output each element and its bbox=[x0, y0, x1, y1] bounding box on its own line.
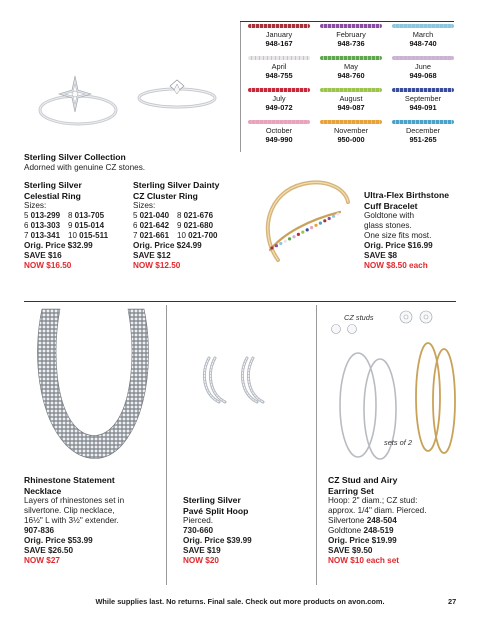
birthstone-sku: 949-091 bbox=[409, 103, 437, 112]
birthstone-item bbox=[318, 24, 384, 48]
cuff-stone bbox=[270, 246, 273, 249]
size-number: 6 bbox=[24, 221, 31, 230]
earring-set-silvertone bbox=[328, 516, 468, 526]
birthstone-month: March bbox=[412, 30, 434, 39]
size-sku-code: 021-700 bbox=[188, 231, 218, 240]
split-hoop-info bbox=[183, 495, 313, 566]
size-number: 5 bbox=[24, 211, 31, 220]
celestial-ring-name-1: Sterling Silver bbox=[24, 180, 82, 190]
size-sku bbox=[24, 211, 68, 221]
split-hoop-name-1: Sterling Silver bbox=[183, 495, 241, 505]
cluster-ring-now-price: NOW $12.50 bbox=[133, 261, 181, 270]
birthstone-month: December bbox=[405, 126, 441, 135]
cuff-stone bbox=[314, 224, 317, 227]
size-number: 7 bbox=[133, 231, 140, 240]
birthstone-sku: 948-760 bbox=[337, 71, 365, 80]
birthstone-strip bbox=[392, 88, 454, 92]
cuff-stone bbox=[275, 244, 278, 247]
cluster-ring-orig-price: Orig. Price $24.99 bbox=[133, 241, 202, 250]
birthstone-item bbox=[390, 120, 456, 144]
birthstone-strip bbox=[392, 56, 454, 60]
cuff-save: SAVE $8 bbox=[364, 251, 398, 260]
birthstone-sku: 949-990 bbox=[265, 135, 293, 144]
earring-set-now-price: NOW $10 each set bbox=[328, 556, 399, 565]
birthstone-strip bbox=[320, 24, 382, 28]
birthstone-sku: 948-736 bbox=[337, 39, 365, 48]
birthstone-sku: 949-072 bbox=[265, 103, 293, 112]
size-sku-code: 021-661 bbox=[139, 231, 170, 240]
birthstone-sku: 949-087 bbox=[337, 103, 365, 112]
necklace-save: SAVE $26.50 bbox=[24, 546, 74, 555]
earring-set-info bbox=[328, 475, 468, 566]
cluster-ring-name-1: Sterling Silver Dainty bbox=[133, 180, 220, 190]
goldtone-label: Goldtone bbox=[328, 526, 362, 535]
birthstone-sku: 948-740 bbox=[409, 39, 437, 48]
birthstone-month: January bbox=[265, 30, 293, 39]
size-sku-code: 013-705 bbox=[74, 211, 105, 220]
split-hoop-image bbox=[195, 352, 285, 412]
silvertone-sku: 248-504 bbox=[366, 516, 397, 525]
cuff-desc-2: glass stones. bbox=[364, 221, 412, 230]
size-number: 7 bbox=[24, 231, 31, 240]
necklace-desc-1: Layers of rhinestones set in bbox=[24, 496, 125, 505]
cz-studs-label: CZ studs bbox=[344, 313, 374, 322]
size-sku bbox=[133, 211, 177, 221]
collection-title: Sterling Silver Collection bbox=[24, 152, 126, 162]
earring-set-desc-1: Hoop: 2" diam.; CZ stud: bbox=[328, 496, 418, 505]
size-sku bbox=[177, 231, 223, 241]
goldtone-sku: 248-519 bbox=[363, 526, 394, 535]
birthstone-month: July bbox=[272, 94, 286, 103]
earring-set-desc-2: approx. 1/4" diam. Pierced. bbox=[328, 506, 427, 515]
birthstone-month: November bbox=[333, 126, 369, 135]
size-sku-code: 021-680 bbox=[183, 221, 214, 230]
birthstone-item bbox=[318, 88, 384, 112]
cuff-stone bbox=[292, 235, 295, 238]
birthstone-strip bbox=[320, 88, 382, 92]
birthstone-item bbox=[390, 24, 456, 48]
necklace-sku: 907-836 bbox=[24, 526, 55, 535]
cuff-stone bbox=[306, 228, 309, 231]
cuff-stone bbox=[323, 219, 326, 222]
size-sku bbox=[68, 231, 114, 241]
birthstone-sku: 950-000 bbox=[337, 135, 365, 144]
split-hoop-now-price: NOW $20 bbox=[183, 556, 219, 565]
cuff-stone bbox=[297, 233, 300, 236]
cuff-name-2: Cuff Bracelet bbox=[364, 200, 418, 211]
birthstone-sku: 948-167 bbox=[265, 39, 293, 48]
birthstone-month: April bbox=[271, 62, 287, 71]
size-sku bbox=[24, 231, 68, 241]
cuff-orig-price: Orig. Price $16.99 bbox=[364, 241, 433, 250]
top-rule bbox=[240, 21, 454, 22]
celestial-ring-image bbox=[28, 64, 128, 134]
size-number: 6 bbox=[133, 221, 140, 230]
celestial-ring-size-grid bbox=[24, 211, 129, 241]
mid-vertical-rule-1 bbox=[166, 305, 167, 585]
size-sku-code: 013-303 bbox=[30, 221, 61, 230]
birthstone-item bbox=[246, 88, 312, 112]
necklace-info bbox=[24, 475, 164, 566]
birthstone-strip bbox=[392, 24, 454, 28]
cuff-stone bbox=[301, 231, 304, 234]
cuff-name-1: Ultra-Flex Birthstone bbox=[364, 190, 449, 200]
birthstone-strip bbox=[320, 56, 382, 60]
cuff-stone bbox=[284, 240, 287, 243]
top-vertical-rule bbox=[240, 22, 241, 152]
footer-text: While supplies last. No returns. Final sale. Check out more products on avon.com. bbox=[95, 597, 385, 606]
size-sku bbox=[24, 221, 68, 231]
birthstone-item bbox=[390, 88, 456, 112]
necklace-image bbox=[26, 305, 161, 465]
cuff-stone bbox=[279, 242, 282, 245]
size-number: 10 bbox=[177, 231, 189, 240]
celestial-ring-sizes-label: Sizes: bbox=[24, 201, 47, 210]
birthstone-sku: 948-755 bbox=[265, 71, 293, 80]
cluster-ring-info bbox=[133, 180, 245, 271]
size-sku-code: 013-299 bbox=[30, 211, 61, 220]
size-sku bbox=[133, 221, 177, 231]
page-number: 27 bbox=[448, 597, 457, 606]
size-sku bbox=[68, 221, 114, 231]
necklace-desc-2: silvertone. Clip necklace, bbox=[24, 506, 115, 515]
size-sku bbox=[177, 211, 223, 221]
necklace-orig-price: Orig. Price $53.99 bbox=[24, 536, 93, 545]
cluster-ring-save: SAVE $12 bbox=[133, 251, 171, 260]
size-number: 8 bbox=[177, 211, 184, 220]
cz-stud-group bbox=[332, 311, 433, 334]
size-number: 9 bbox=[177, 221, 184, 230]
birthstone-sku: 951-265 bbox=[409, 135, 437, 144]
collection-subtitle: Adorned with genuine CZ stones. bbox=[24, 162, 146, 172]
necklace-now-price: NOW $27 bbox=[24, 556, 60, 565]
necklace-name-2: Necklace bbox=[24, 485, 62, 496]
celestial-ring-info bbox=[24, 180, 129, 271]
birthstone-item bbox=[246, 24, 312, 48]
size-sku-code: 013-341 bbox=[30, 231, 61, 240]
sets-of-two-label: sets of 2 bbox=[384, 438, 412, 447]
size-number: 10 bbox=[68, 231, 80, 240]
birthstone-sku: 949-068 bbox=[409, 71, 437, 80]
birthstone-item bbox=[318, 120, 384, 144]
cuff-stone bbox=[310, 226, 313, 229]
middle-rule bbox=[24, 301, 456, 302]
size-sku-code: 015-014 bbox=[74, 221, 105, 230]
birthstone-strip bbox=[248, 88, 310, 92]
cuff-stone bbox=[288, 237, 291, 240]
cluster-ring-image bbox=[130, 72, 225, 122]
birthstone-strip bbox=[248, 24, 310, 28]
birthstone-strip bbox=[392, 120, 454, 124]
split-hoop-sku: 730-660 bbox=[183, 526, 214, 535]
birthstone-strip bbox=[320, 120, 382, 124]
cluster-ring-name-2: CZ Cluster Ring bbox=[133, 190, 198, 201]
cluster-ring-sizes-label: Sizes: bbox=[133, 201, 156, 210]
split-hoop-desc: Pierced. bbox=[183, 516, 214, 525]
size-sku bbox=[177, 221, 223, 231]
celestial-ring-save: SAVE $16 bbox=[24, 251, 62, 260]
necklace-desc-3: 16½" L with 3½" extender. bbox=[24, 516, 119, 525]
cuff-desc-3: One size fits most. bbox=[364, 231, 432, 240]
size-number: 8 bbox=[68, 211, 75, 220]
size-sku-code: 021-676 bbox=[183, 211, 214, 220]
birthstone-strip bbox=[248, 120, 310, 124]
cuff-stone bbox=[332, 215, 335, 218]
cuff-stone bbox=[319, 222, 322, 225]
birthstone-item bbox=[390, 56, 456, 80]
silvertone-label: Silvertone bbox=[328, 516, 365, 525]
celestial-ring-orig-price: Orig. Price $32.99 bbox=[24, 241, 93, 250]
cuff-stone bbox=[328, 217, 331, 220]
earring-set-goldtone bbox=[328, 526, 468, 536]
cuff-now-price: NOW $8.50 each bbox=[364, 261, 428, 270]
birthstone-item bbox=[318, 56, 384, 80]
birthstone-month: May bbox=[344, 62, 358, 71]
celestial-ring-name-2: Celestial Ring bbox=[24, 190, 81, 201]
earring-set-name-2: Earring Set bbox=[328, 485, 374, 496]
cuff-stone bbox=[336, 212, 339, 215]
birthstone-item bbox=[246, 56, 312, 80]
size-number: 5 bbox=[133, 211, 140, 220]
celestial-ring-now-price: NOW $16.50 bbox=[24, 261, 72, 270]
split-hoop-save: SAVE $19 bbox=[183, 546, 221, 555]
birthstone-month: October bbox=[265, 126, 293, 135]
necklace-name-1: Rhinestone Statement bbox=[24, 475, 115, 485]
earring-set-save: SAVE $9.50 bbox=[328, 546, 373, 555]
birthstone-month: June bbox=[414, 62, 432, 71]
cuff-desc-1: Goldtone with bbox=[364, 211, 415, 220]
size-sku bbox=[68, 211, 114, 221]
birthstone-month: August bbox=[339, 94, 363, 103]
cuff-info bbox=[364, 190, 474, 271]
mid-vertical-rule-2 bbox=[316, 305, 317, 585]
earring-set-name-1: CZ Stud and Airy bbox=[328, 475, 398, 485]
split-hoop-name-2: Pavé Split Hoop bbox=[183, 505, 249, 516]
size-number: 9 bbox=[68, 221, 75, 230]
birthstone-month: February bbox=[336, 30, 366, 39]
collection-heading bbox=[24, 152, 244, 173]
size-sku-code: 021-040 bbox=[139, 211, 170, 220]
birthstone-strip bbox=[248, 56, 310, 60]
split-hoop-orig-price: Orig. Price $39.99 bbox=[183, 536, 252, 545]
size-sku-code: 021-642 bbox=[139, 221, 170, 230]
size-sku-code: 015-511 bbox=[79, 231, 109, 240]
cuff-bracelet-image bbox=[248, 172, 358, 282]
size-sku bbox=[133, 231, 177, 241]
birthstone-item bbox=[246, 120, 312, 144]
earring-set-orig-price: Orig. Price $19.99 bbox=[328, 536, 397, 545]
cluster-ring-size-grid bbox=[133, 211, 245, 241]
birthstone-month: September bbox=[404, 94, 442, 103]
